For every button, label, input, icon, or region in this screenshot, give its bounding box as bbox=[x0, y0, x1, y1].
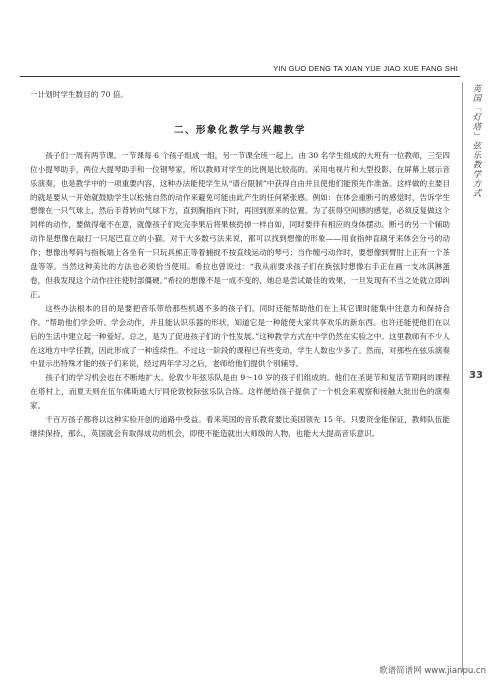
vertical-book-title: 英国「灯塔」弦乐教学方式 bbox=[471, 84, 481, 198]
header-rule bbox=[20, 76, 460, 77]
intro-line: 一计划时学生数目的 70 倍。 bbox=[30, 90, 129, 99]
site-watermark: 歌谱简谱网 www.jianpu.cn bbox=[379, 666, 486, 676]
running-header: YIN GUO DENG TA XIAN YUE JIAO XUE FANG SHI bbox=[273, 64, 458, 73]
page-number: 33 bbox=[469, 370, 483, 381]
paragraph-4: 千百万孩子都将以这种实验开创的道路中受益。看来英国的音乐教育要比美国领先 15 年。只要资金能保证，教师队伍能继续保持，那么，英国就会有取得成功的机会，即使不能造就出大师级的人物，也能大大提高音乐意识。 bbox=[30, 415, 450, 438]
body-text bbox=[30, 88, 450, 441]
paragraph-2: 这些办法根本的目的是要把音乐带给那些机遇不多的孩子们。同时还能帮助他们在上其它课时能集中注意力和保持合作。“帮助他们学会听、学会动作，并且能认识乐器的形状，知道它是一种能使大家共享欢乐的新东西。也许还能使他们在以后的生活中建立起一种爱好。总之，是为了促进孩子们的个性发展。”这种教学方式在中学仍然在实验之中。这里教师有不少人在这地方中学任教，因此形成了一种连续性。不过这一阶段的课程已有些变动，学生人数也少多了。然而，对那些在弦乐演奏中显示出特殊才能的孩子们来说，经过两年学习之后，老师给他们提供个别辅导。 bbox=[30, 303, 450, 369]
paragraph-1: 孩子们一周有两节课。一节课每 6 个孩子组成一组，另一节课全班一起上。由 30 名学生组成的大班有一位教师，三至四位小提琴助手，两位大提琴助手和一位钢琴家，所以教师对学生的比例是比较高的。采用电视片和大型投影，在屏幕上展示音乐演奏，也是教学中的一项重要内容，这种办法能使学生从“谱台限制”中获得自由并且使他们能预先作准备。这样做的主要目的就是要从一开始就鼓励学生以松弛自然的动作来避免可能由此产生的任何紧张感。例如：在体会重断弓的感觉时，告诉学生想像在一只气球上，然后手背转向气球下方，直到胸指向下时，再回到原来的位置。为了获得空间感的感觉，必须反复做这个同样的动作，要做得毫不在意，就像孩子们吃完李果后将果核扔掉一样自如，同时要伴有相应的身体摆动。断弓的另一个辅助动作是想像在敲打一只尾巴直立的小猫。对于大多数弓法来说，都可以找到想像的形象——用食指伸直刷牙来体会分弓的动作；想像出琴码与指板端上各坐有一只玩具熊正等着捕捉不按直线运动的琴弓；当作缠弓动作时，要想像到臂肘上正有一个茶盘等等。当然这种美比的方法也必须恰当使用。希拉也曾说过：“我从前要求孩子们在换弦时想像右手正在画一支冰淇淋蛋卷，但我发现这个动作往往使肘部僵硬。”希拉的想像不是一成不变的，她总是尝试最佳的效果，一旦发现有不当之处就立即纠正。 bbox=[30, 150, 450, 299]
paragraph-3: 孩子们的学习机会也在不断地扩大。伦敦少年弦乐队是由 9～10 岁的孩子们组成的。他们在圣诞节和复活节期间的课程在塔村上，而夏天则在伍尔佛斯通大厅同伦敦校际弦乐队合练。这样便给孩子提供了一个机会来观察和接触大批出色的演奏家。 bbox=[30, 373, 450, 411]
section-heading: 二、形象化教学与兴趣教学 bbox=[173, 124, 306, 136]
